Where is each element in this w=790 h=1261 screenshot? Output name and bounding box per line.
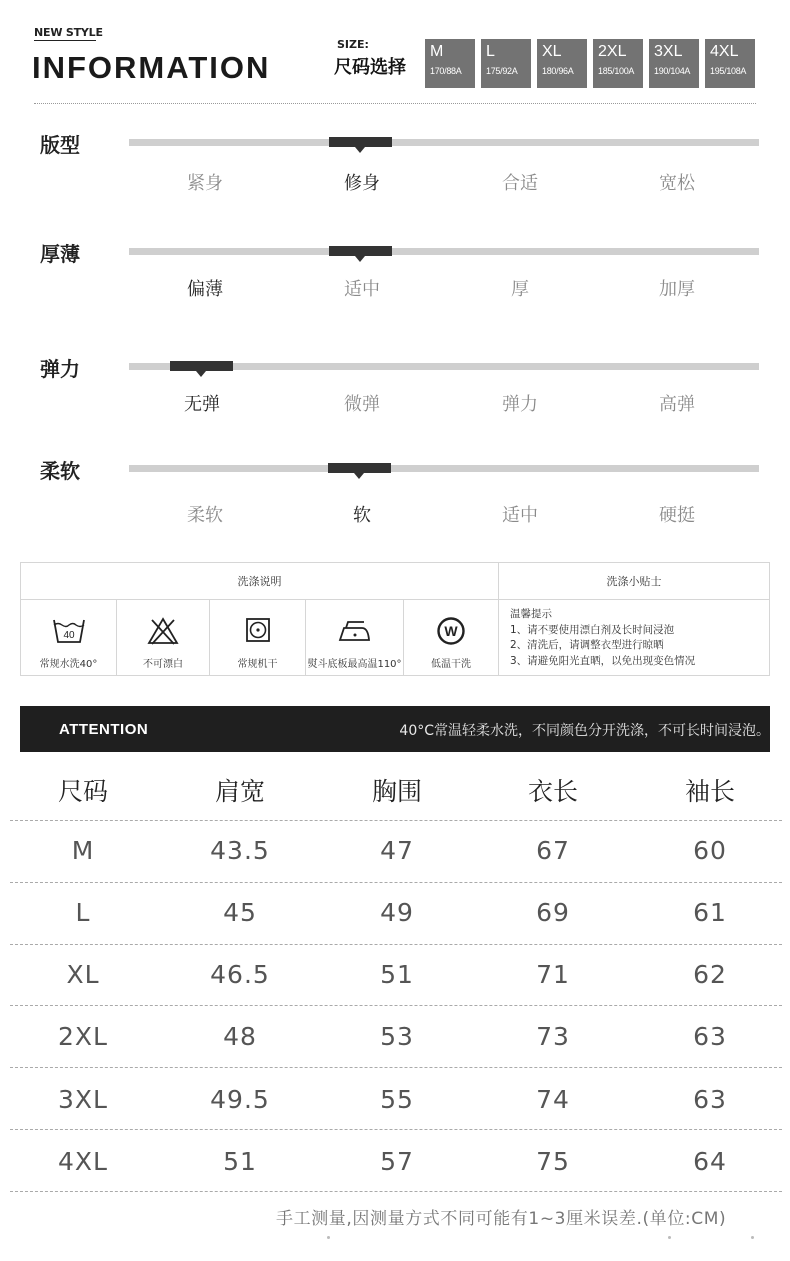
table-cell: 61 bbox=[693, 898, 727, 927]
attribute-marker bbox=[328, 463, 391, 473]
page-title: INFORMATION bbox=[32, 50, 271, 85]
size-name: 2XL bbox=[598, 43, 627, 60]
attribute-label: 弹力 bbox=[40, 357, 80, 381]
size-option-m[interactable] bbox=[425, 39, 475, 88]
size-name: XL bbox=[542, 43, 562, 60]
table-cell: 46.5 bbox=[210, 960, 270, 989]
attribute-option: 厚 bbox=[511, 279, 529, 300]
wash-caption: 常规水洗40° bbox=[39, 659, 98, 670]
wash-tip-line: 3、请避免阳光直晒，以免出现变色情况 bbox=[510, 654, 696, 667]
table-cell: XL bbox=[66, 960, 100, 989]
attribute-option-selected: 软 bbox=[353, 505, 371, 526]
decorative-dot bbox=[327, 1236, 330, 1239]
wash-cell bbox=[117, 600, 210, 676]
iron-icon bbox=[335, 616, 375, 646]
row-divider bbox=[10, 1191, 782, 1192]
attribute-option: 合适 bbox=[502, 173, 538, 194]
attribute-track bbox=[129, 465, 759, 472]
size-dimension: 185/100A bbox=[598, 66, 635, 76]
table-header: 肩宽 bbox=[214, 777, 265, 806]
decorative-dot bbox=[751, 1236, 754, 1239]
attention-note: 40°C常温轻柔水洗，不同颜色分开洗涤，不可长时间浸泡。 bbox=[399, 723, 770, 739]
new-style-label: NEW STYLE bbox=[34, 26, 103, 39]
attribute-label: 柔软 bbox=[40, 459, 80, 483]
table-header: 尺码 bbox=[57, 777, 108, 806]
table-cell: 74 bbox=[536, 1085, 570, 1114]
attribute-option: 加厚 bbox=[659, 279, 695, 300]
wash-instructions-header: 洗涤说明 bbox=[21, 563, 499, 600]
tumble-dry-icon bbox=[241, 616, 275, 646]
wet-clean-icon bbox=[434, 616, 468, 646]
wash-cell bbox=[306, 600, 404, 676]
no-bleach-icon bbox=[146, 616, 180, 646]
table-cell: 4XL bbox=[58, 1147, 108, 1176]
table-cell: 45 bbox=[223, 898, 257, 927]
attribute-option: 柔软 bbox=[187, 505, 223, 526]
row-divider bbox=[10, 1067, 782, 1068]
measurement-footnote: 手工测量,因测量方式不同可能有1~3厘米误差.(单位:CM) bbox=[276, 1209, 727, 1229]
table-cell: M bbox=[71, 836, 95, 865]
wash-tip-line: 温馨提示 bbox=[510, 608, 552, 620]
size-name: 4XL bbox=[710, 43, 739, 60]
table-cell: 43.5 bbox=[210, 836, 270, 865]
attribute-marker bbox=[329, 246, 392, 256]
size-name: M bbox=[430, 43, 444, 60]
decorative-dot bbox=[668, 1236, 671, 1239]
table-cell: 53 bbox=[380, 1022, 414, 1051]
attribute-option-selected: 无弹 bbox=[184, 394, 220, 415]
size-dimension: 170/88A bbox=[430, 66, 462, 76]
table-cell: 48 bbox=[223, 1022, 257, 1051]
wash-tips-header: 洗涤小贴士 bbox=[499, 563, 769, 600]
attribute-option: 紧身 bbox=[187, 173, 223, 194]
attention-bar bbox=[20, 706, 770, 752]
table-cell: 3XL bbox=[58, 1085, 108, 1114]
table-cell: 51 bbox=[380, 960, 414, 989]
table-cell: 62 bbox=[693, 960, 727, 989]
wash-tip-line: 1、请不要使用漂白剂及长时间浸泡 bbox=[510, 623, 675, 636]
row-divider bbox=[10, 1129, 782, 1130]
table-cell: 57 bbox=[380, 1147, 414, 1176]
attribute-option: 高弹 bbox=[659, 394, 695, 415]
table-cell: 55 bbox=[380, 1085, 414, 1114]
size-select-label: 尺码选择 bbox=[334, 57, 406, 78]
wash-40-icon bbox=[52, 616, 86, 646]
attribute-option: 宽松 bbox=[659, 173, 695, 194]
size-dimension: 195/108A bbox=[710, 66, 747, 76]
size-name: L bbox=[486, 43, 495, 60]
wash-tips bbox=[510, 607, 695, 669]
table-cell: 69 bbox=[536, 898, 570, 927]
table-cell: 71 bbox=[536, 960, 570, 989]
wash-cell bbox=[404, 600, 499, 676]
table-header: 胸围 bbox=[371, 777, 422, 806]
attribute-option: 适中 bbox=[344, 279, 380, 300]
wash-caption: 常规机干 bbox=[237, 659, 278, 670]
size-option-xl[interactable] bbox=[537, 39, 587, 88]
wet-clean-letter: W bbox=[444, 623, 458, 639]
table-header: 衣长 bbox=[527, 777, 578, 806]
header-divider bbox=[34, 103, 756, 104]
table-cell: 75 bbox=[536, 1147, 570, 1176]
attribute-option-selected: 修身 bbox=[344, 173, 380, 194]
attribute-option: 弹力 bbox=[502, 394, 538, 415]
table-cell: 67 bbox=[536, 836, 570, 865]
wash-cell bbox=[210, 600, 306, 676]
table-cell: 63 bbox=[693, 1085, 727, 1114]
row-divider bbox=[10, 944, 782, 945]
table-cell: 60 bbox=[693, 836, 727, 865]
size-option-2xl[interactable] bbox=[593, 39, 643, 88]
size-option-4xl[interactable] bbox=[705, 39, 755, 88]
attribute-track bbox=[129, 139, 759, 146]
wash-tip-line: 2、清洗后，请调整衣型进行晾晒 bbox=[510, 639, 664, 651]
attribute-option: 适中 bbox=[502, 505, 538, 526]
wash-instructions-table bbox=[20, 562, 770, 676]
attribute-option: 硬挺 bbox=[659, 505, 695, 526]
size-label: SIZE: bbox=[337, 38, 369, 51]
wash-caption: 熨斗底板最高温110° bbox=[307, 659, 402, 670]
size-option-3xl[interactable] bbox=[649, 39, 699, 88]
table-cell: 73 bbox=[536, 1022, 570, 1051]
attribute-option-selected: 偏薄 bbox=[187, 279, 223, 300]
size-dimension: 190/104A bbox=[654, 66, 691, 76]
attribute-option: 微弹 bbox=[344, 394, 380, 415]
wash-caption: 不可漂白 bbox=[143, 659, 183, 670]
row-divider bbox=[10, 882, 782, 883]
table-cell: 2XL bbox=[58, 1022, 108, 1051]
row-divider bbox=[10, 1005, 782, 1006]
new-style-underline bbox=[34, 40, 96, 41]
attribute-marker bbox=[170, 361, 233, 371]
size-option-l[interactable] bbox=[481, 39, 531, 88]
attribute-marker bbox=[329, 137, 392, 147]
wash-cell bbox=[21, 600, 117, 676]
row-divider bbox=[10, 820, 782, 821]
wash-caption: 低温干洗 bbox=[431, 659, 471, 670]
size-dimension: 175/92A bbox=[486, 66, 518, 76]
table-cell: 49 bbox=[380, 898, 414, 927]
table-cell: 47 bbox=[380, 836, 414, 865]
table-cell: 51 bbox=[223, 1147, 257, 1176]
table-cell: 64 bbox=[693, 1147, 727, 1176]
size-name: 3XL bbox=[654, 43, 683, 60]
attention-title: ATTENTION bbox=[59, 721, 149, 738]
table-cell: 49.5 bbox=[210, 1085, 270, 1114]
attribute-label: 厚薄 bbox=[40, 242, 80, 266]
size-dimension: 180/96A bbox=[542, 66, 574, 76]
attribute-label: 版型 bbox=[40, 133, 80, 157]
wash-temperature: 40 bbox=[62, 630, 75, 641]
table-cell: L bbox=[75, 898, 91, 927]
table-header: 袖长 bbox=[684, 777, 735, 806]
table-cell: 63 bbox=[693, 1022, 727, 1051]
attribute-track bbox=[129, 248, 759, 255]
